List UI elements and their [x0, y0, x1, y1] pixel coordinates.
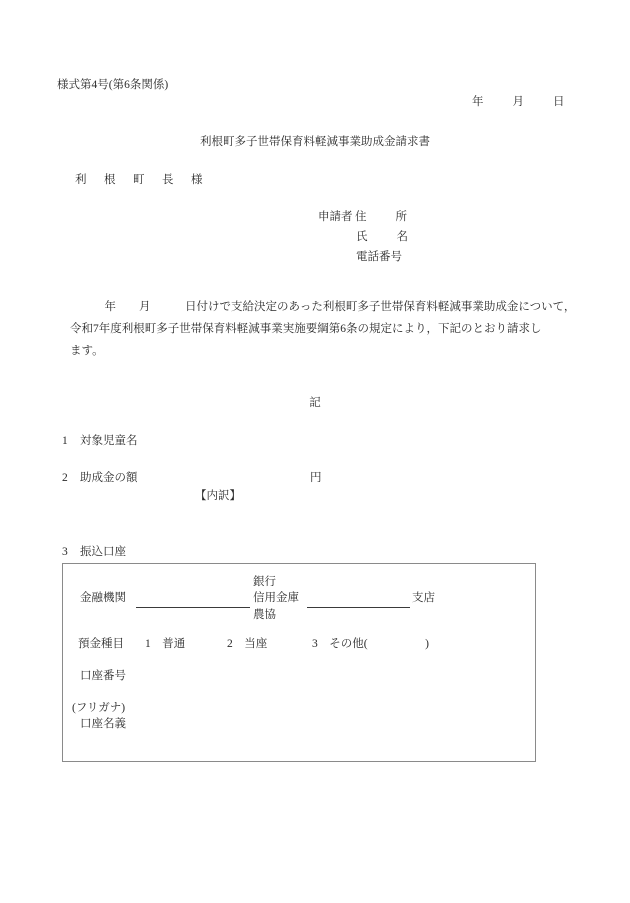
form-number: 様式第4号(第6条関係) — [57, 79, 169, 91]
account-box — [62, 563, 536, 762]
body-paragraph-line-3: ます。 — [70, 345, 104, 357]
date-line: 年 月 日 — [472, 96, 567, 108]
deposit-option-other: 3 その他( ) — [312, 638, 429, 650]
document-title: 利根町多子世帯保育料軽減事業助成金請求書 — [200, 136, 430, 148]
deposit-option-ordinary: 1 普通 — [145, 638, 186, 650]
item-3-number: 3 — [62, 546, 68, 558]
applicant-label: 申請者 — [318, 211, 353, 223]
amount-unit: 円 — [310, 472, 322, 484]
item-1-label: 対象児童名 — [80, 435, 138, 447]
institution-label: 金融機関 — [80, 592, 126, 604]
applicant-address-label: 住 所 — [355, 211, 409, 223]
breakdown-label: 【内訳】 — [195, 490, 241, 502]
account-number-label: 口座番号 — [80, 670, 126, 682]
item-2-label: 助成金の額 — [80, 472, 138, 484]
account-holder-label: 口座名義 — [80, 718, 126, 730]
body-paragraph-line-1: 年 月 日付けで支給決定のあった利根町多子世帯保育料軽減事業助成金について， — [70, 301, 576, 313]
applicant-name-label: 氏 名 — [356, 231, 410, 243]
furigana-label: (フリガナ) — [72, 702, 126, 714]
branch-label: 支店 — [412, 592, 435, 604]
item-1-number: 1 — [62, 435, 68, 447]
deposit-type-label: 預金種目 — [78, 638, 124, 650]
institution-type-agricultural-coop: 農協 — [253, 609, 276, 621]
institution-name-fill-line — [136, 591, 250, 608]
body-paragraph-line-2: 令和7年度利根町多子世帯保育料軽減事業実施要綱第6条の規定により，下記のとおり請求し — [70, 323, 542, 335]
deposit-option-current: 2 当座 — [227, 638, 268, 650]
applicant-phone-label: 電話番号 — [356, 251, 402, 263]
institution-type-shinkin-bank: 信用金庫 — [253, 592, 299, 604]
branch-name-fill-line — [307, 591, 410, 608]
record-heading: 記 — [309, 397, 321, 409]
institution-type-bank: 銀行 — [253, 576, 276, 588]
addressee: 利 根 町 長 様 — [75, 174, 206, 186]
item-2-number: 2 — [62, 472, 68, 484]
item-3-label: 振込口座 — [80, 546, 126, 558]
